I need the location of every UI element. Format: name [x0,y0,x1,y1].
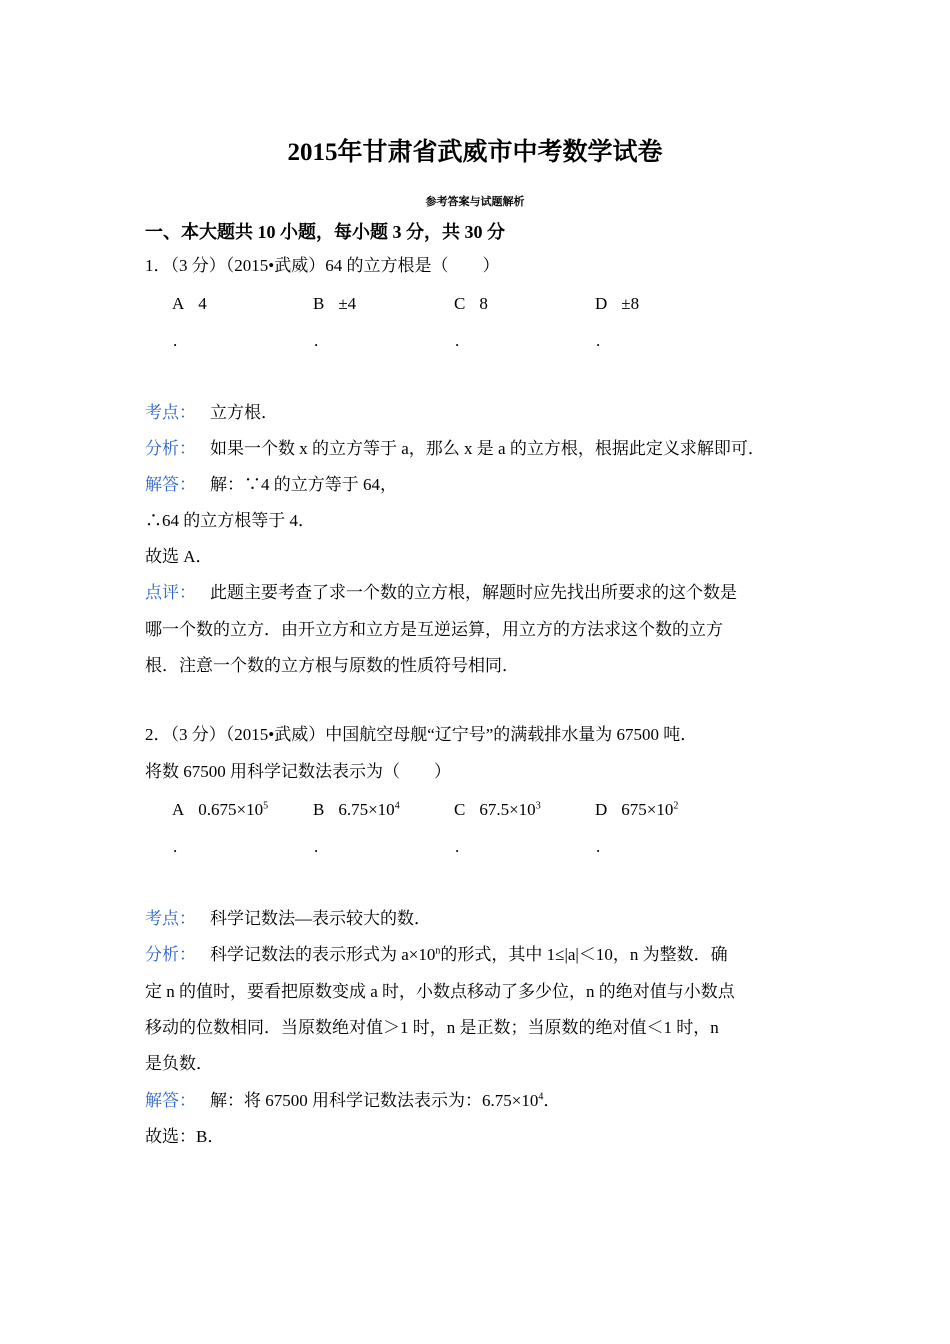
q1-option-c-dot: . [455,331,460,350]
q2-stem-line1: 2．（3 分）（2015•武威）中国航空母舰“辽宁号”的满载排水量为 67500 吨． [145,725,698,744]
q2-jieda-label: 解答： [145,1091,196,1110]
q2-option-b-dot: . [314,837,319,856]
q2-jieda-line2: 故选：B． [145,1127,225,1146]
q1-fenxi-label: 分析： [145,439,196,458]
q1-jieda: 解答： 解：∵4 的立方等于 64， [145,475,397,494]
q1-fenxi: 分析： 如果一个数 x 的立方等于 a，那么 x 是 a 的立方根，根据此定义求解即可． [145,439,765,458]
q2-fenxi-label: 分析： [145,945,196,964]
q2-fenxi-line4: 是负数． [145,1054,213,1073]
page-subtitle: 参考答案与试题解析 [425,196,525,208]
q1-kaodian-label: 考点： [145,403,196,422]
q2-fenxi-line3: 移动的位数相同．当原数绝对值＞1 时，n 是正数；当原数的绝对值＜1 时，n [145,1018,719,1037]
q1-kaodian: 考点： 立方根． [145,403,278,422]
q2-option-c: C $67.5\times 10^3$ [454,800,541,819]
q1-option-b: B ±4 [313,294,357,313]
q1-jieda-line3: 故选 A． [145,547,213,566]
q2-option-d-dot: . [596,837,601,856]
q1-option-d: D ±8 [595,294,640,313]
q1-option-b-dot: . [314,331,319,350]
q2-option-a-dot: . [173,837,178,856]
q1-jieda-line2: ∴64 的立方根等于 4． [145,511,315,530]
q2-option-c-dot: . [455,837,460,856]
q1-option-c: C 8 [454,294,488,313]
q1-dianping-line2: 哪一个数的立方．由开立方和立方是互逆运算，用立方的方法求这个数的立方 [145,620,723,639]
q2-option-b: B $6.75\times 10^4$ [313,800,400,819]
q2-kaodian: 考点： 科学记数法—表示较大的数． [145,909,431,928]
q2-option-d: D $675\times 10^2$ [595,800,679,819]
q2-fenxi-line2: 定 n 的值时，要看把原数变成 a 时，小数点移动了多少位，n 的绝对值与小数点 [145,982,735,1001]
q1-dianping: 点评： 此题主要考查了求一个数的立方根，解题时应先找出所要求的这个数是 [145,583,737,602]
q1-stem: 1．（3 分）（2015•武威）64 的立方根是（ ） [145,256,500,275]
q2-option-a: A $0.675\times 10^5$ [172,800,269,819]
q2-kaodian-label: 考点： [145,909,196,928]
q1-option-a: A 4 [172,294,207,313]
page-title: 2015年甘肃省武威市中考数学试卷 [287,139,663,166]
q2-fenxi: 分析： 科学记数法的表示形式为 $a\times 10^n$的形式，其中 1≤|a|＜10，n 为整数．确 [145,945,728,964]
section-heading: 一、本大题共 10 小题，每小题 3 分，共 30 分 [145,222,505,242]
q1-option-d-dot: . [596,331,601,350]
q2-jieda: 解答： 解：将 67500 用科学记数法表示为：$6.75\times 10^4$． [145,1091,561,1110]
q1-option-a-dot: . [173,331,178,350]
q1-jieda-label: 解答： [145,475,196,494]
q1-dianping-line3: 根．注意一个数的立方根与原数的性质符号相同． [145,656,519,675]
q1-dianping-label: 点评： [145,583,196,602]
q2-stem-line2: 将数 67500 用科学记数法表示为（ ） [145,762,451,781]
